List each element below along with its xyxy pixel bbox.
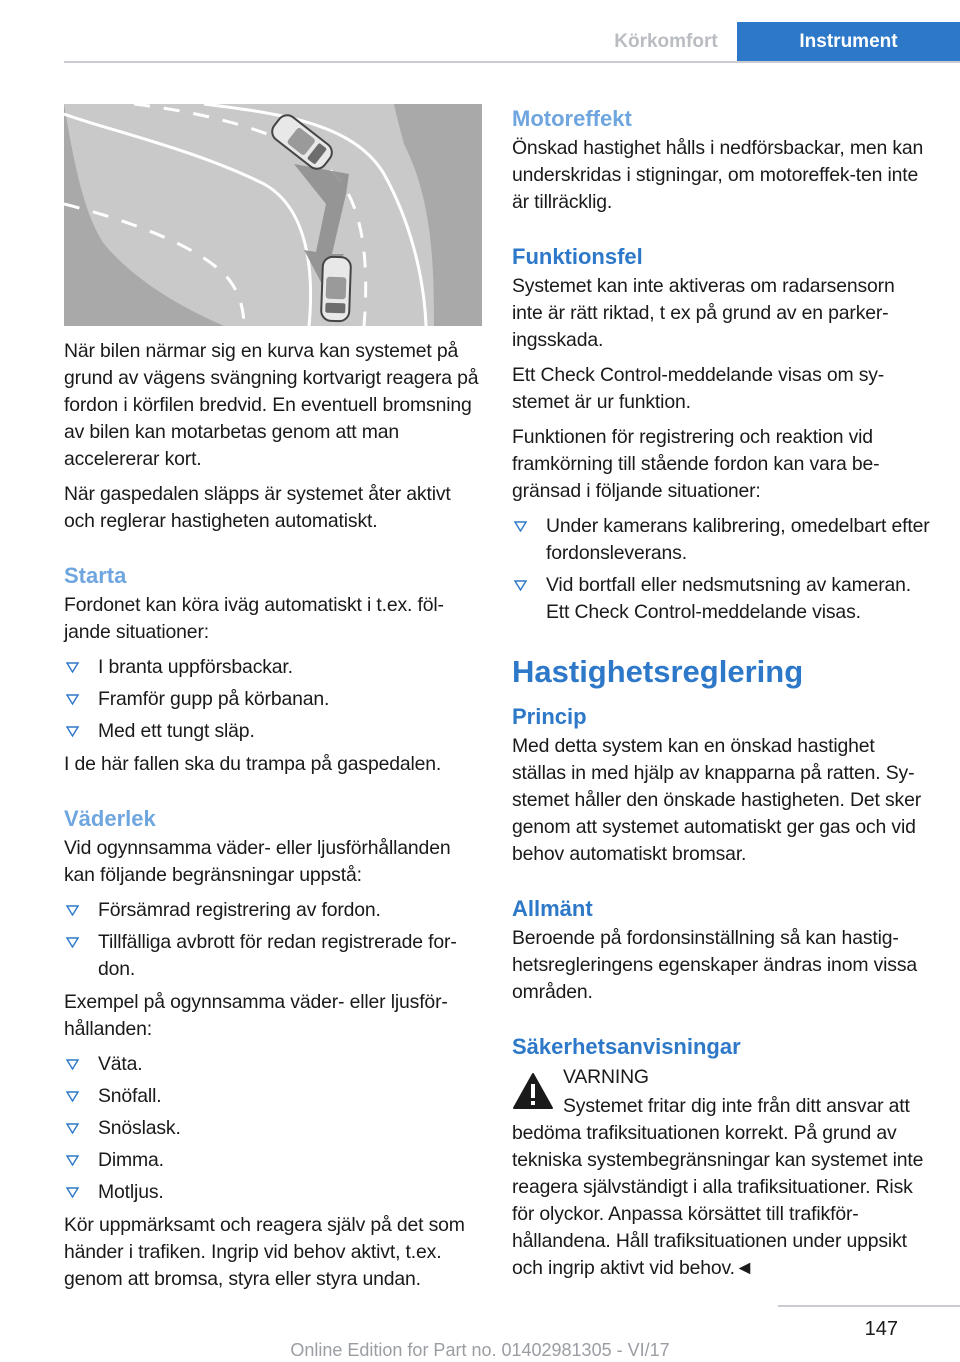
- list-item: Vid bortfall eller nedsmutsning av kameran. Ett Check Control-meddelande visas.: [512, 572, 930, 626]
- list-item: Dimma.: [64, 1147, 482, 1174]
- list-item: Under kamerans kalibrering, omedelbart efter fordonsleverans.: [512, 513, 930, 567]
- vaderlek-examples-intro: Exempel på ogynnsamma väder- eller ljusför‐hållanden:: [64, 991, 448, 1040]
- footer-divider: [778, 1305, 960, 1307]
- funktionsfel-list: [512, 513, 930, 626]
- warning-label: VARNING: [563, 1066, 649, 1088]
- section-heading-vaderlek: Väderlek: [64, 806, 156, 831]
- list-item: Tillfälliga avbrott för redan registrerade for‐don.: [64, 929, 482, 983]
- allmant-text: Beroende på fordonsinställning så kan hastig‐hetsregleringens egenskaper ändras inom vissa områden.: [512, 927, 917, 1003]
- edition-line: Online Edition for Part no. 01402981305 - VI/17: [290, 1340, 670, 1360]
- triangle-right-icon: [66, 1155, 79, 1166]
- vaderlek-intro: Vid ogynnsamma väder- eller ljusförhållanden kan följande begränsningar uppstå:: [64, 837, 451, 886]
- warning-block: [512, 1064, 930, 1282]
- header-divider: [64, 61, 960, 63]
- section-heading-motoreffekt: Motoreffekt: [512, 106, 632, 131]
- section-heading-princip: Princip: [512, 704, 587, 729]
- chapter-heading-hastighetsreglering: Hastighetsreglering: [512, 654, 804, 689]
- triangle-right-icon: [66, 662, 79, 673]
- vaderlek-closing: Kör uppmärksamt och reagera själv på det som händer i trafiken. Ingrip vid behov aktivt, t.ex. genom att bromsa, styra eller styra undan.: [64, 1214, 465, 1290]
- list-item: I branta uppförsbackar.: [64, 654, 482, 681]
- curve-paragraph: När bilen närmar sig en kurva kan systemet på grund av vägens svängning kortvarigt reagera på fordon i körfilen bredvid. En eventuell bromsning av bilen kan motarbetas genom att man accelererar kort.: [64, 340, 479, 470]
- list-item: Väta.: [64, 1051, 482, 1078]
- section-heading-allmant: Allmänt: [512, 896, 593, 921]
- funktionsfel-p2: Ett Check Control-meddelande visas om sy‐stemet är ur funktion.: [512, 364, 885, 413]
- list-item: Framför gupp på körbanan.: [64, 686, 482, 713]
- section-heading-sakerhet: Säkerhetsanvisningar: [512, 1034, 741, 1059]
- left-column: [64, 104, 482, 1301]
- curve-road-illustration: [64, 104, 482, 326]
- triangle-right-icon: [66, 1123, 79, 1134]
- motoreffekt-text: Önskad hastighet hålls i nedförsbackar, men kan underskridas i stigningar, om motoreffek‐ten inte är tillräcklig.: [512, 137, 924, 213]
- triangle-right-icon: [66, 694, 79, 705]
- starta-intro: Fordonet kan köra iväg automatiskt i t.ex. föl‐jande situationer:: [64, 594, 444, 643]
- triangle-right-icon: [66, 905, 79, 916]
- starta-after: I de här fallen ska du trampa på gaspedalen.: [64, 753, 442, 775]
- section-heading-funktionsfel: Funktionsfel: [512, 244, 643, 269]
- triangle-right-icon: [66, 1187, 79, 1198]
- header-tab-instrument[interactable]: Instrument: [737, 22, 960, 62]
- list-item: Motljus.: [64, 1179, 482, 1206]
- vaderlek-list: [64, 897, 482, 983]
- header-tab-korkomfort[interactable]: Körkomfort: [614, 31, 718, 52]
- triangle-right-icon: [66, 1059, 79, 1070]
- triangle-right-icon: [66, 1091, 79, 1102]
- funktionsfel-p3: Funktionen för registrering och reaktion vid framkörning till stående fordon kan vara be‐gränsad i följande situationer:: [512, 426, 880, 502]
- page-number: 147: [864, 1318, 898, 1340]
- starta-list: [64, 654, 482, 745]
- list-item: Snöfall.: [64, 1083, 482, 1110]
- section-heading-starta: Starta: [64, 563, 127, 588]
- triangle-right-icon: [514, 521, 527, 532]
- funktionsfel-p1: Systemet kan inte aktiveras om radarsensorn inte är rätt riktad, t ex på grund av en parker‐ingsskada.: [512, 275, 895, 351]
- gas-pedal-paragraph: När gaspedalen släpps är systemet åter aktivt och reglerar hastigheten automatiskt.: [64, 483, 451, 532]
- warning-triangle-icon: [512, 1072, 554, 1110]
- list-item: Försämrad registrering av fordon.: [64, 897, 482, 924]
- princip-text: Med detta system kan en önskad hastighet ställas in med hjälp av knapparna på ratten. Sy‐stemet håller den önskade hastigheten. Det sker genom att systemet automatiskt ger gas och vid behov automatiskt bromsar.: [512, 735, 922, 865]
- triangle-right-icon: [66, 726, 79, 737]
- right-column: [512, 104, 930, 1284]
- list-item: Med ett tungt släp.: [64, 718, 482, 745]
- triangle-right-icon: [66, 937, 79, 948]
- vaderlek-examples-list: [64, 1051, 482, 1206]
- list-item: Snöslask.: [64, 1115, 482, 1142]
- warning-text: Systemet fritar dig inte från ditt ansvar att bedöma trafiksituationen korrekt. På grund av tekniska systembegränsningar kan systemet inte reagera självständigt i alla trafiksituationer. Risk för olyckor. Anpassa körsättet till trafikför‐hållandena. Håll trafiksituationen under uppsikt och ingrip aktivt vid behov.◄: [512, 1095, 924, 1279]
- triangle-right-icon: [514, 580, 527, 591]
